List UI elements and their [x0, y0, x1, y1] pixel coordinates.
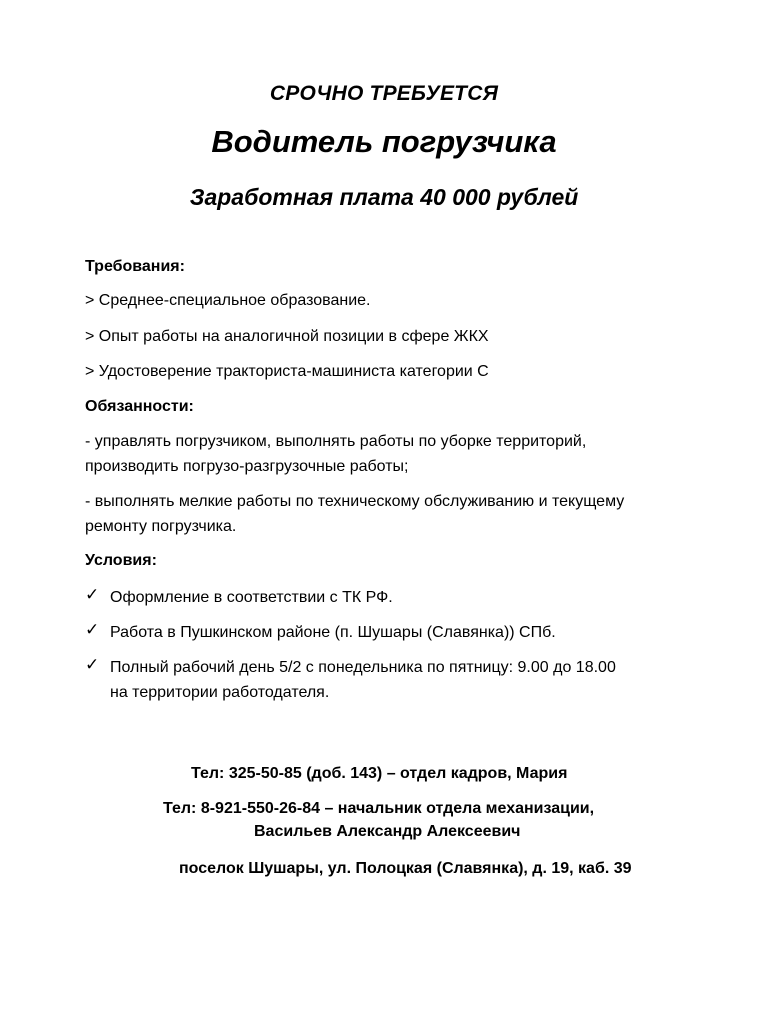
contact-phone-mechanization: Тел: 8-921-550-26-84 – начальник отдела механизации, — [163, 800, 595, 817]
condition-text: Работа в Пушкинском районе (п. Шушары (Славянка)) СПб. — [110, 624, 556, 641]
checkmark-icon: ✓ — [85, 620, 100, 639]
checkmark-icon: ✓ — [85, 585, 100, 604]
requirement-item: > Опыт работы на аналогичной позиции в сфере ЖКХ — [85, 328, 489, 345]
duty-item-line: ремонту погрузчика. — [85, 518, 237, 535]
duty-item-line: производить погрузо-разгрузочные работы; — [85, 458, 409, 475]
contact-address: поселок Шушары, ул. Полоцкая (Славянка), д. 19, каб. 39 — [179, 860, 632, 877]
conditions-heading: Условия: — [85, 552, 157, 569]
requirement-item: > Удостоверение тракториста-машиниста категории С — [85, 363, 489, 380]
contact-phone-hr: Тел: 325-50-85 (доб. 143) – отдел кадров, Мария — [191, 765, 568, 782]
job-title: Водитель погрузчика — [211, 124, 557, 159]
urgent-heading: СРОЧНО ТРЕБУЕТСЯ — [269, 82, 499, 105]
condition-text: Оформление в соответствии с ТК РФ. — [110, 589, 393, 606]
duty-item-line: - управлять погрузчиком, выполнять работы по уборке территорий, — [85, 433, 587, 450]
checkmark-icon: ✓ — [85, 655, 100, 674]
requirements-heading: Требования: — [85, 258, 185, 275]
salary-line: Заработная плата 40 000 рублей — [189, 184, 579, 210]
contact-person: Васильев Александр Алексеевич — [254, 823, 521, 840]
condition-text: на территории работодателя. — [110, 684, 330, 701]
duty-item-line: - выполнять мелкие работы по техническому обслуживанию и текущему — [85, 493, 625, 510]
duties-heading: Обязанности: — [85, 398, 194, 415]
condition-text: Полный рабочий день 5/2 с понедельника по пятницу: 9.00 до 18.00 — [110, 659, 616, 676]
requirement-item: > Среднее-специальное образование. — [85, 292, 371, 309]
